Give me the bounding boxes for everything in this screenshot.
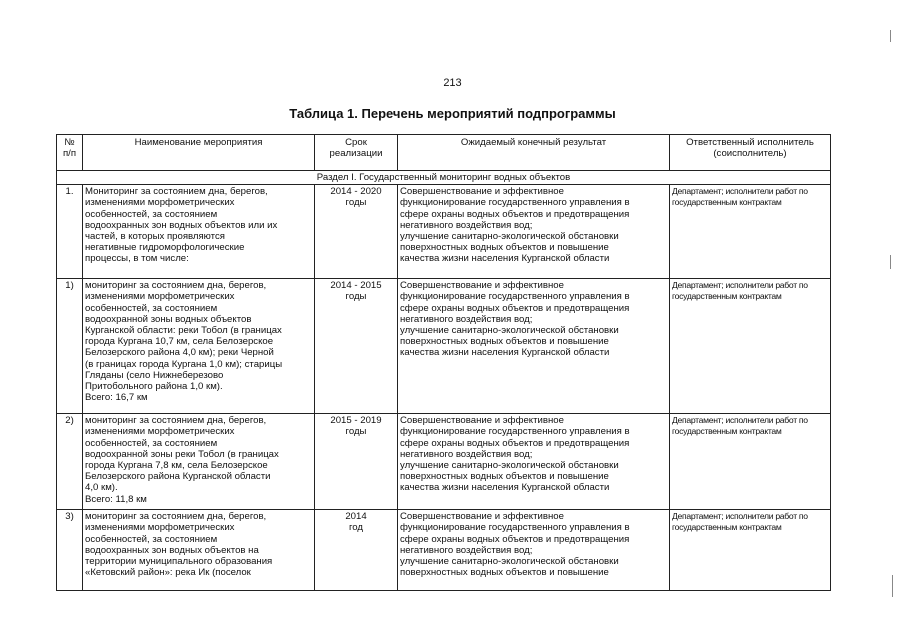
row-responsible: Департамент; исполнители работ по государственным контрактам [670, 414, 831, 510]
section-row [57, 171, 831, 185]
table-row [57, 414, 831, 510]
scan-edge-mark [890, 255, 891, 269]
row-num: 2) [57, 414, 83, 510]
row-name: мониторинг за состоянием дна, берегов, изменениями морфометрических особенностей, за состоянием водоохранной зоны реки Тобол (в границах города Кургана 7,8 км, села Белозерское Белозерского района Курганской области 4,0 км). Всего: 11,8 км [83, 414, 315, 510]
section-title: Раздел I. Государственный мониторинг водных объектов [57, 171, 831, 185]
header-num: № п/п [57, 135, 83, 171]
row-num: 1. [57, 185, 83, 279]
table-row [57, 510, 831, 591]
measures-table [56, 134, 831, 591]
row-term: 2014 - 2020 годы [315, 185, 398, 279]
row-num: 3) [57, 510, 83, 591]
row-name: мониторинг за состоянием дна, берегов, изменениями морфометрических особенностей, за состоянием водоохранной зоны водных объектов Курганской области: реки Тобол (в границах города Кургана 10,7 км, села Белозерское Белозерского района 4,0 км); реки Черной (в границах города Кургана 1,0 км); старицы Гляданы (село Нижнеберезово Притобольного района 1,0 км). Всего: 16,7 км [83, 279, 315, 414]
scan-edge-mark [890, 30, 891, 42]
row-result: Совершенствование и эффективное функционирование государственного управления в сфере охраны водных объектов и предотвращения негативного воздействия вод; улучшение санитарно-экологической обстановки поверхностных водных объектов и повышение качества жизни населения Курганской области [398, 185, 670, 279]
row-responsible: Департамент; исполнители работ по государственным контрактам [670, 185, 831, 279]
row-result: Совершенствование и эффективное функционирование государственного управления в сфере охраны водных объектов и предотвращения негативного воздействия вод; улучшение санитарно-экологической обстановки поверхностных водных объектов и повышение качества жизни населения Курганской области [398, 279, 670, 414]
header-responsible: Ответственный исполнитель (соисполнитель) [670, 135, 831, 171]
header-term: Срок реализации [315, 135, 398, 171]
row-responsible: Департамент; исполнители работ по государственным контрактам [670, 279, 831, 414]
row-name: мониторинг за состоянием дна, берегов, изменениями морфометрических особенностей, за состоянием водоохранных зон водных объектов на территории муниципального образования «Кетовский район»: река Ик (поселок [83, 510, 315, 591]
scan-edge-mark [892, 575, 893, 597]
row-num: 1) [57, 279, 83, 414]
header-result: Ожидаемый конечный результат [398, 135, 670, 171]
row-result: Совершенствование и эффективное функционирование государственного управления в сфере охраны водных объектов и предотвращения негативного воздействия вод; улучшение санитарно-экологической обстановки поверхностных водных объектов и повышение [398, 510, 670, 591]
table-row [57, 185, 831, 279]
row-term: 2015 - 2019 годы [315, 414, 398, 510]
document-title: Таблица 1. Перечень мероприятий подпрограммы [289, 106, 616, 121]
row-result: Совершенствование и эффективное функционирование государственного управления в сфере охраны водных объектов и предотвращения негативного воздействия вод; улучшение санитарно-экологической обстановки поверхностных водных объектов и повышение качества жизни населения Курганской области [398, 414, 670, 510]
header-name: Наименование мероприятия [83, 135, 315, 171]
row-name: Мониторинг за состоянием дна, берегов, изменениями морфометрических особенностей, за состоянием водоохранных зон водных объектов или их частей, в которых проявляются негативные гидроморфологические процессы, в том числе: [83, 185, 315, 279]
row-term: 2014 - 2015 годы [315, 279, 398, 414]
row-responsible: Департамент; исполнители работ по государственным контрактам [670, 510, 831, 591]
table-header-row [57, 135, 831, 171]
page-number: 213 [443, 77, 462, 89]
row-term: 2014 год [315, 510, 398, 591]
table-row [57, 279, 831, 414]
